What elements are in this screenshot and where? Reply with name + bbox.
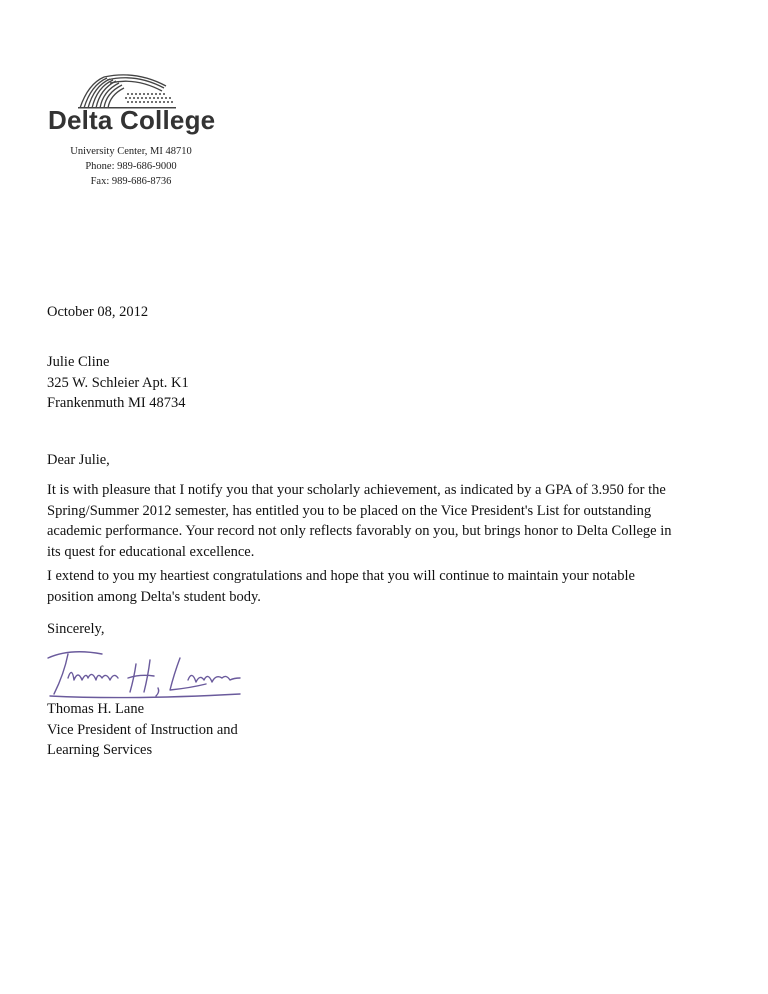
paragraph-line: I extend to you my heartiest congratulations and hope that you will continue to maintain your notable [47, 568, 635, 584]
paragraph-line: its quest for educational excellence. [47, 543, 255, 560]
signer-title-line-1: Vice President of Instruction and [47, 721, 238, 738]
paragraph-line: academic performance. Your record not only reflects favorably on you, but brings honor to Delta College in [47, 523, 672, 539]
recipient-street: 325 W. Schleier Apt. K1 [47, 374, 189, 391]
paragraph-line: It is with pleasure that I notify you that your scholarly achievement, as indicated by a GPA of 3.950 for the [47, 482, 666, 498]
signer-name: Thomas H. Lane [47, 701, 145, 717]
delta-college-logo [44, 72, 224, 140]
paragraph-line: Spring/Summer 2012 semester, has entitled you to be placed on the Vice President's List for outstanding [47, 502, 652, 519]
body-paragraph-1 [47, 480, 672, 562]
closing: Sincerely, [47, 621, 105, 637]
recipient-name: Julie Cline [47, 354, 110, 370]
contact-phone: Phone: 989-686-9000 [85, 161, 177, 172]
body-paragraph-2 [47, 566, 635, 607]
letterhead-contact [56, 144, 206, 189]
letter-date: October 08, 2012 [47, 304, 149, 320]
recipient-address [47, 352, 189, 414]
recipient-city: Frankenmuth MI 48734 [47, 395, 186, 411]
signer-title-line-2: Learning Services [47, 742, 153, 758]
contact-fax: Fax: 989-686-8736 [90, 176, 172, 187]
contact-address: University Center, MI 48710 [70, 146, 192, 157]
signer-block [47, 699, 238, 761]
salutation: Dear Julie, [47, 452, 110, 468]
logo-wordmark: Delta College [48, 105, 216, 135]
handwritten-signature [40, 644, 250, 704]
paragraph-line: position among Delta's student body. [47, 588, 261, 605]
